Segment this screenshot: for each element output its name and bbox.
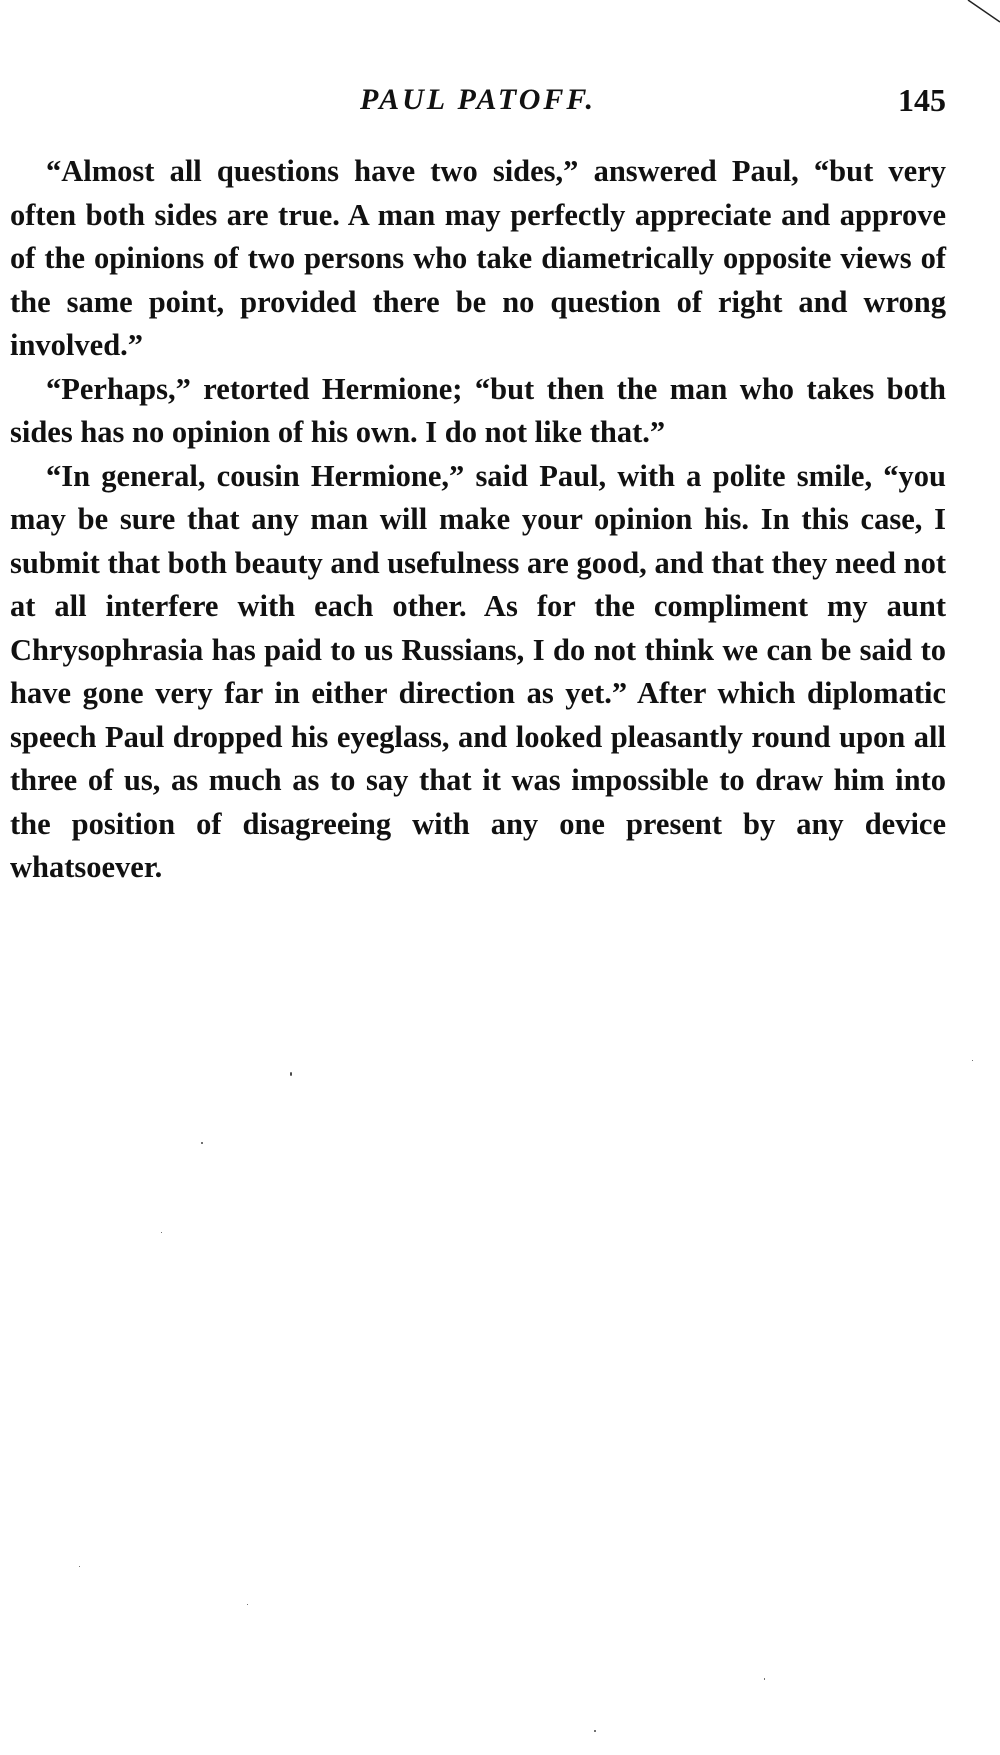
page-number: 145 xyxy=(898,82,946,118)
paragraph: “Almost all questions have two sides,” answered Paul, “but very often both sides are true. A man may perfectly appreciate and approve of the opinions of two persons who take diametrically opposite views of the same point, provided there be no question of right and wrong involved.” xyxy=(10,154,946,362)
paragraph: “Perhaps,” retorted Hermione; “but then the man who takes both sides has no opinion of his own. I do not like that.” xyxy=(10,371,946,449)
running-title: PAUL PATOFF. xyxy=(359,83,597,116)
page-header xyxy=(10,78,946,122)
body-text xyxy=(10,150,946,890)
paragraph: “In general, cousin Hermione,” said Paul, with a polite smile, “you may be sure that any man will make your opinion his. In this case, I submit that both beauty and usefulness are good, and that they need not at all interfere with each other. As for the compliment my aunt Chrysophrasia has paid to us Russians, I do not think we can be said to have gone very far in either direction as yet.” After which diplomatic speech Paul dropped his eyeglass, and looked pleasantly round upon all three of us, as much as to say that it was impossible to draw him into the position of disagreeing with any one present by any device whatsoever. xyxy=(10,458,946,884)
page-corner-mark xyxy=(960,0,1000,30)
